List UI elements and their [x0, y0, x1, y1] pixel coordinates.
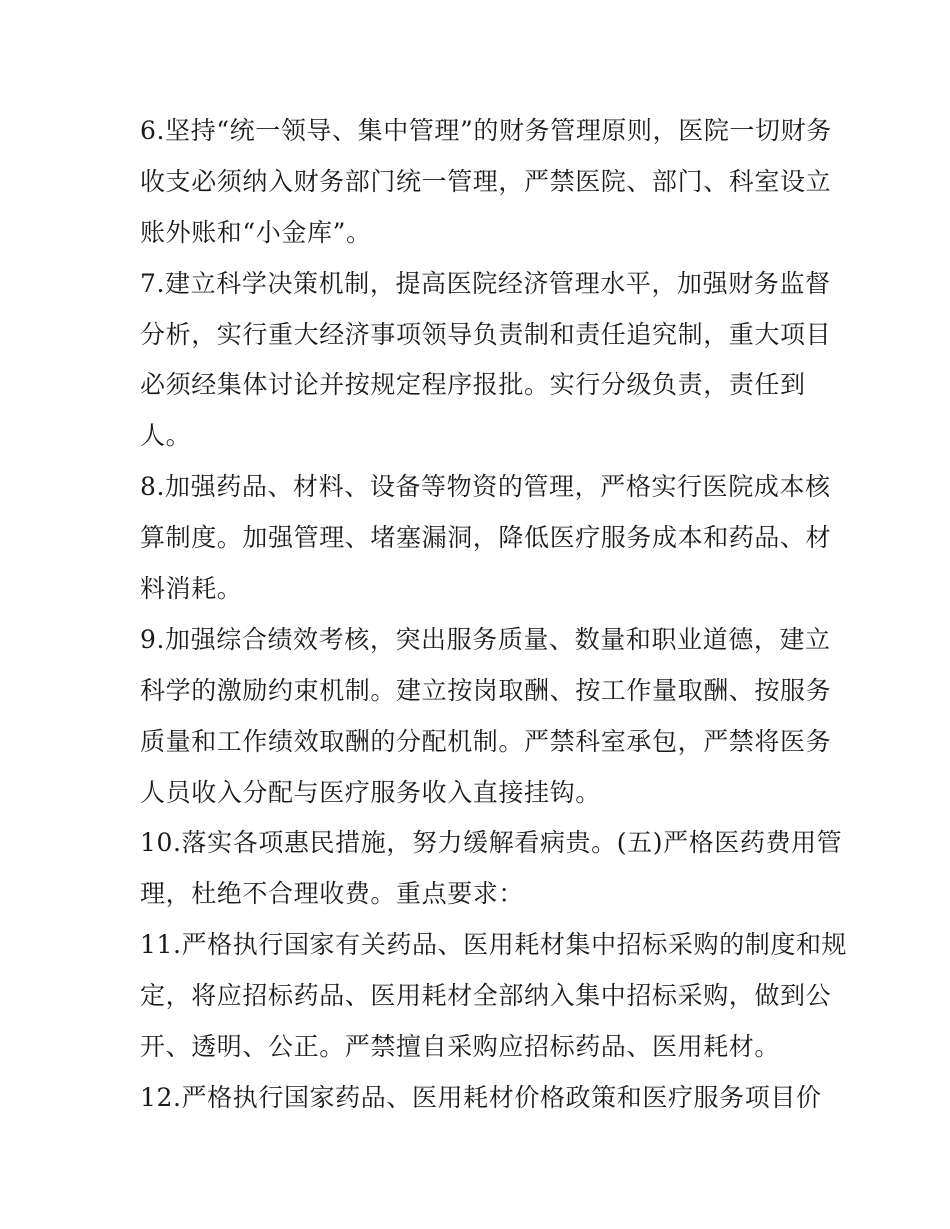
text-line: 人。 [140, 421, 192, 451]
text-line: 7.建立科学决策机制，提高医院经济管理水平，加强财务监督 [140, 268, 831, 298]
text-line: 9.加强综合绩效考核，突出服务质量、数量和职业道德，建立 [140, 624, 831, 654]
text-line: 人员收入分配与医疗服务收入直接挂钩。 [140, 777, 601, 807]
text-line: 理，杜绝不合理收费。重点要求： [140, 879, 525, 909]
paragraph-7 [140, 259, 832, 463]
text-line: 11.严格执行国家有关药品、医用耗材集中招标采购的制度和规 [140, 930, 848, 960]
text-line: 开、透明、公正。严禁擅自采购应招标药品、医用耗材。 [140, 1032, 781, 1062]
paragraph-10 [140, 818, 843, 920]
text-line: 8.加强药品、材料、设备等物资的管理，严格实行医院成本核 [140, 472, 831, 502]
document-body [140, 106, 848, 1124]
text-line: 科学的激励约束机制。建立按岗取酬、按工作量取酬、按服务 [140, 675, 832, 705]
text-line: 12.严格执行国家药品、医用耗材价格政策和医疗服务项目价 [140, 1082, 822, 1112]
text-line: 必须经集体讨论并按规定程序报批。实行分级负责，责任到 [140, 370, 806, 400]
text-line: 算制度。加强管理、堵塞漏洞，降低医疗服务成本和药品、材 [140, 523, 832, 553]
text-line: 分析，实行重大经济事项领导负责制和责任追究制，重大项目 [140, 319, 832, 349]
text-line: 质量和工作绩效取酬的分配机制。严禁科室承包，严禁将医务 [140, 726, 832, 756]
paragraph-8 [140, 462, 832, 615]
text-line: 账外账和“小金库”。 [140, 217, 372, 247]
paragraph-11 [140, 920, 848, 1073]
text-line: 6.坚持“统一领导、集中管理”的财务管理原则，医院一切财务 [140, 116, 832, 145]
text-line: 料消耗。 [140, 574, 243, 604]
paragraph-9 [140, 615, 832, 819]
text-line: 收支必须纳入财务部门统一管理，严禁医院、部门、科室设立 [140, 166, 832, 196]
text-line: 定，将应招标药品、医用耗材全部纳入集中招标采购，做到公 [140, 981, 832, 1011]
paragraph-12 [140, 1073, 820, 1124]
paragraph-6 [140, 106, 832, 259]
text-line: 10.落实各项惠民措施，努力缓解看病贵。(五)严格医药费用管 [140, 828, 843, 858]
